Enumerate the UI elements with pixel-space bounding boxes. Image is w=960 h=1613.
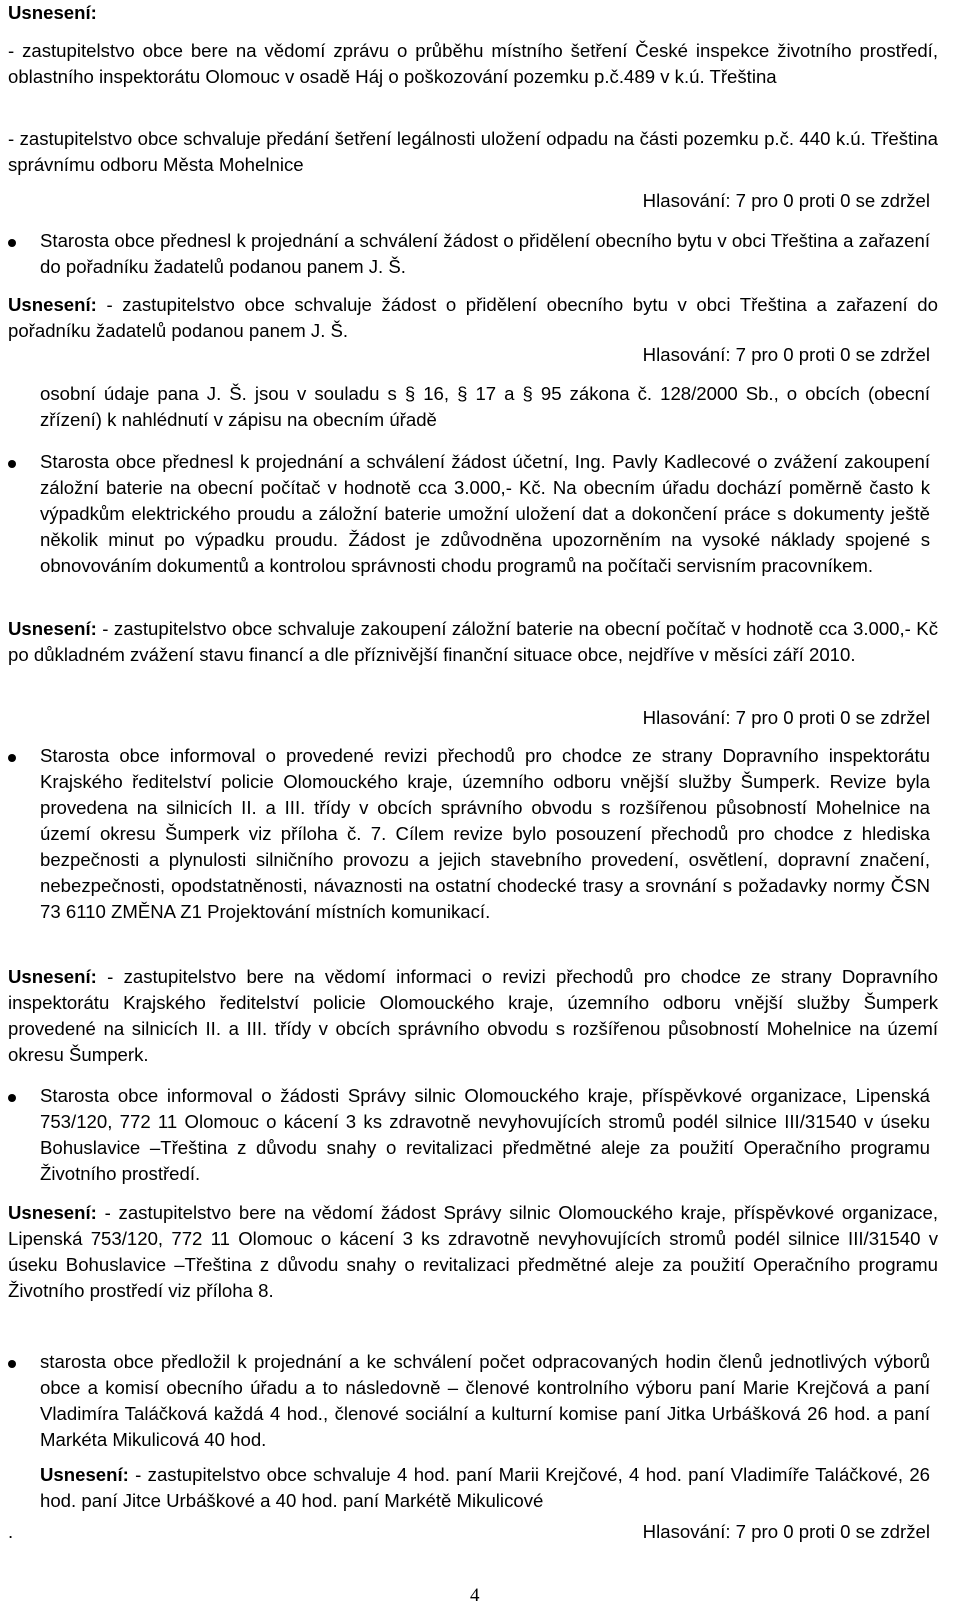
resolution-2	[8, 616, 938, 668]
resolution-body: - zastupitelstvo obce schvaluje zakoupení záložní baterie na obecní počítač v hodnotě cca 3.000,- Kč po důkladném zvážení stavu financí a dle příznivější finanční situace obce, nejdříve v měsíci září 2010.	[8, 618, 938, 665]
agenda-item-4: Starosta obce informoval o žádosti Správy silnic Olomouckého kraje, příspěvkové organizace, Lipenská 753/120, 772 11 Olomouc o kácení 3 ks zdravotně nevyhovujících stromů podél silnice III/31540 v úseku Bohuslavice –Třeština z důvodu snahy o revitalizaci předmětné aleje za použití Operačního programu Životního prostředí.	[40, 1085, 930, 1184]
resolution-label: Usnesení:	[8, 1202, 97, 1223]
agenda-item-2: Starosta obce přednesl k projednání a schválení žádost účetní, Ing. Pavly Kadlecové o zvážení zakoupení záložní baterie na obecní počítač v hodnotě cca 3.000,- Kč. Na obecním úřadu dochází poměrně často k výpadkům elektrického proudu a záložní baterie umožní uložení dat a dokončení práce s dokumenty ještě několik minut po výpadku proudu. Žádost je zdůvodněna upozorněním na vysoké náklady spojené s obnovováním dokumentů a kontrolou správnosti chodu programů na počítači servisním pracovníkem.	[40, 451, 930, 576]
vote-result-2: Hlasování: 7 pro 0 proti 0 se zdržel	[642, 344, 930, 365]
stray-dot: .	[8, 1521, 14, 1542]
privacy-note: osobní údaje pana J. Š. jsou v souladu s § 16, § 17 a § 95 zákona č. 128/2000 Sb., o obcích (obecní zřízení) k nahlédnutí v zápisu na obecním úřadě	[40, 383, 930, 430]
resolution-text-1: - zastupitelstvo obce bere na vědomí zprávu o průběhu místního šetření České inspekce životního prostředí, oblastního inspektorátu Olomouc v osadě Háj o poškozování pozemku p.č.489 v k.ú. Třeština	[8, 40, 938, 87]
resolution-text-2: - zastupitelstvo obce schvaluje předání šetření legálnosti uložení odpadu na části pozemku p.č. 440 k.ú. Třeština správnímu odboru Města Mohelnice	[8, 128, 938, 175]
resolution-3	[8, 964, 938, 1068]
bullet-icon	[8, 460, 16, 468]
vote-result-3: Hlasování: 7 pro 0 proti 0 se zdržel	[642, 707, 930, 728]
bullet-icon	[8, 239, 16, 247]
resolution-body: - zastupitelstvo obce schvaluje 4 hod. paní Marii Krejčové, 4 hod. paní Vladimíře Taláčkové, 26 hod. paní Jitce Urbáškové a 40 hod. paní Markétě Mikulicové	[40, 1464, 930, 1511]
bullet-icon	[8, 754, 16, 762]
bullet-icon	[8, 1094, 16, 1102]
resolution-label: Usnesení:	[40, 1464, 129, 1485]
resolution-4	[8, 1200, 938, 1304]
resolution-heading: Usnesení:	[8, 2, 97, 23]
agenda-item-3: Starosta obce informoval o provedené revizi přechodů pro chodce ze strany Dopravního inspektorátu Krajského ředitelství policie Olomouckého kraje, územního odboru vnější služby Šumperk. Revize byla provedena na silnicích II. a III. třídy v obcích správního obvodu s rozšířenou působností Mohelnice na území okresu Šumperk viz příloha č. 7. Cílem revize bylo posouzení přechodů pro chodce z hlediska bezpečnosti a plynulosti silničního provozu a jejich stavebního provedení, osvětlení, dopravní značení, nebezpečnosti, opodstatněnosti, návaznosti na ostatní chodecké trasy a srovnání s požadavky normy ČSN 73 6110 ZMĚNA Z1 Projektování místních komunikací.	[40, 745, 930, 922]
agenda-item-5: starosta obce předložil k projednání a ke schválení počet odpracovaných hodin členů jednotlivých výborů obce a komisí obecního úřadu a to následovně – členové kontrolního výboru paní Marie Krejčová a paní Vladimíra Taláčková každá 4 hod., členové sociální a kulturní komise paní Jitka Urbášková 26 hod. a paní Markéta Mikulicová 40 hod.	[40, 1351, 930, 1450]
resolution-label: Usnesení:	[8, 966, 97, 987]
vote-result-1: Hlasování: 7 pro 0 proti 0 se zdržel	[642, 190, 930, 211]
resolution-label: Usnesení:	[8, 294, 97, 315]
agenda-item-1: Starosta obce přednesl k projednání a schválení žádost o přidělení obecního bytu v obci Třeština a zařazení do pořadníku žadatelů podanou panem J. Š.	[40, 230, 930, 277]
bullet-icon	[8, 1360, 16, 1368]
vote-result-4: Hlasování: 7 pro 0 proti 0 se zdržel	[642, 1521, 930, 1542]
resolution-5	[40, 1462, 930, 1514]
resolution-body: - zastupitelstvo bere na vědomí žádost Správy silnic Olomouckého kraje, příspěvkové organizace, Lipenská 753/120, 772 11 Olomouc o kácení 3 ks zdravotně nevyhovujících stromů podél silnice III/31540 v úseku Bohuslavice –Třeština z důvodu snahy o revitalizaci předmětné aleje za použití Operačního programu Životního prostředí viz příloha 8.	[8, 1202, 938, 1301]
resolution-body: - zastupitelstvo bere na vědomí informaci o revizi přechodů pro chodce ze strany Dopravního inspektorátu Krajského ředitelství policie Olomouckého kraje, územního odboru vnější služby Šumperk provedené na silnicích II. a III. třídy v obcích správního obvodu s rozšířenou působností Mohelnice na území okresu Šumperk.	[8, 966, 938, 1065]
resolution-body: - zastupitelstvo obce schvaluje žádost o přidělení obecního bytu v obci Třeština a zařazení do pořadníku žadatelů podanou panem J. Š.	[8, 294, 938, 341]
resolution-1	[8, 292, 938, 344]
page-number: 4	[470, 1585, 480, 1606]
resolution-label: Usnesení:	[8, 618, 97, 639]
